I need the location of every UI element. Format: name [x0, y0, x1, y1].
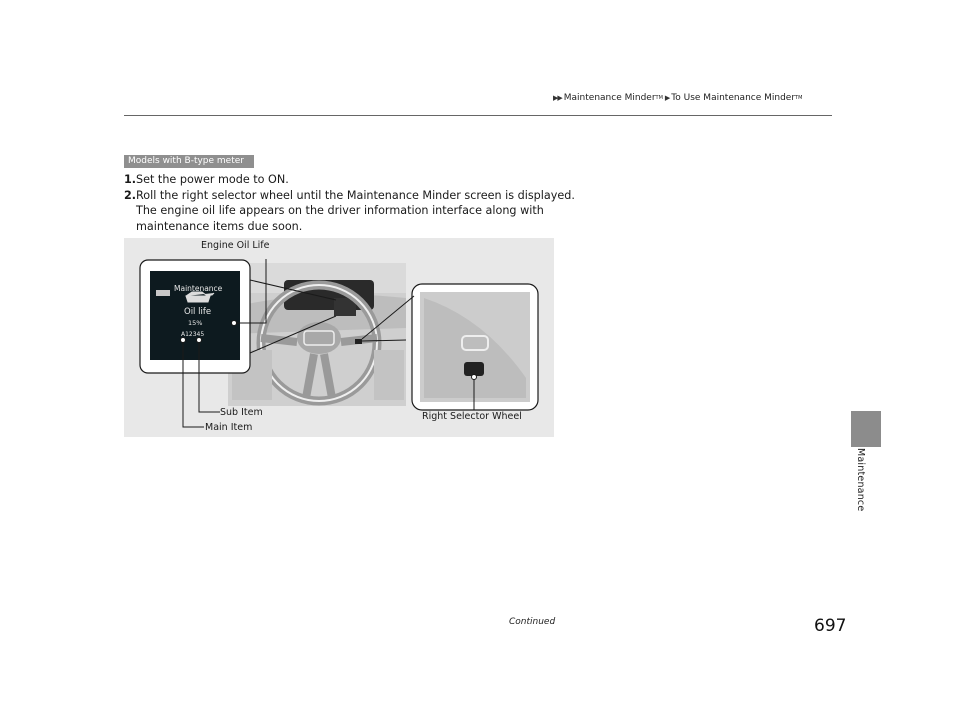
screen-title: Maintenance	[174, 284, 223, 293]
screen-oil-life: Oil life	[184, 307, 212, 317]
double-arrow-icon: ▶▶	[553, 94, 562, 102]
model-badge: Models with B-type meter	[124, 155, 254, 168]
breadcrumb: ▶▶ Maintenance Minder TM ▶ To Use Maintenance Minder TM	[553, 93, 803, 103]
continued-note: Continued	[509, 617, 556, 627]
steps	[124, 172, 575, 234]
dashboard-illustration	[124, 238, 554, 437]
label-engine-oil-life: Engine Oil Life	[201, 240, 270, 251]
header-rule	[124, 115, 832, 116]
label-main-item: Main Item	[205, 422, 253, 433]
page-number: 697	[814, 616, 847, 636]
screen-code: A12345	[181, 331, 205, 338]
section-tab[interactable]	[851, 411, 881, 447]
breadcrumb-item-to-use[interactable]: To Use Maintenance Minder	[671, 93, 796, 103]
arrow-icon: ▶	[664, 94, 670, 102]
label-right-selector-wheel: Right Selector Wheel	[422, 411, 522, 422]
step-1: 1. Set the power mode to ON.	[124, 173, 289, 186]
section-tab-label: Maintenance	[855, 448, 866, 512]
screen-percent: 15%	[188, 319, 203, 327]
breadcrumb-item-maintenance-minder[interactable]: Maintenance Minder	[563, 93, 656, 103]
step-2: 2. Roll the right selector wheel until the Maintenance Minder screen is displayed. The engine oil life appears on the driver information interface along with maintenance items due soon.	[124, 188, 575, 233]
label-sub-item: Sub Item	[220, 407, 263, 418]
